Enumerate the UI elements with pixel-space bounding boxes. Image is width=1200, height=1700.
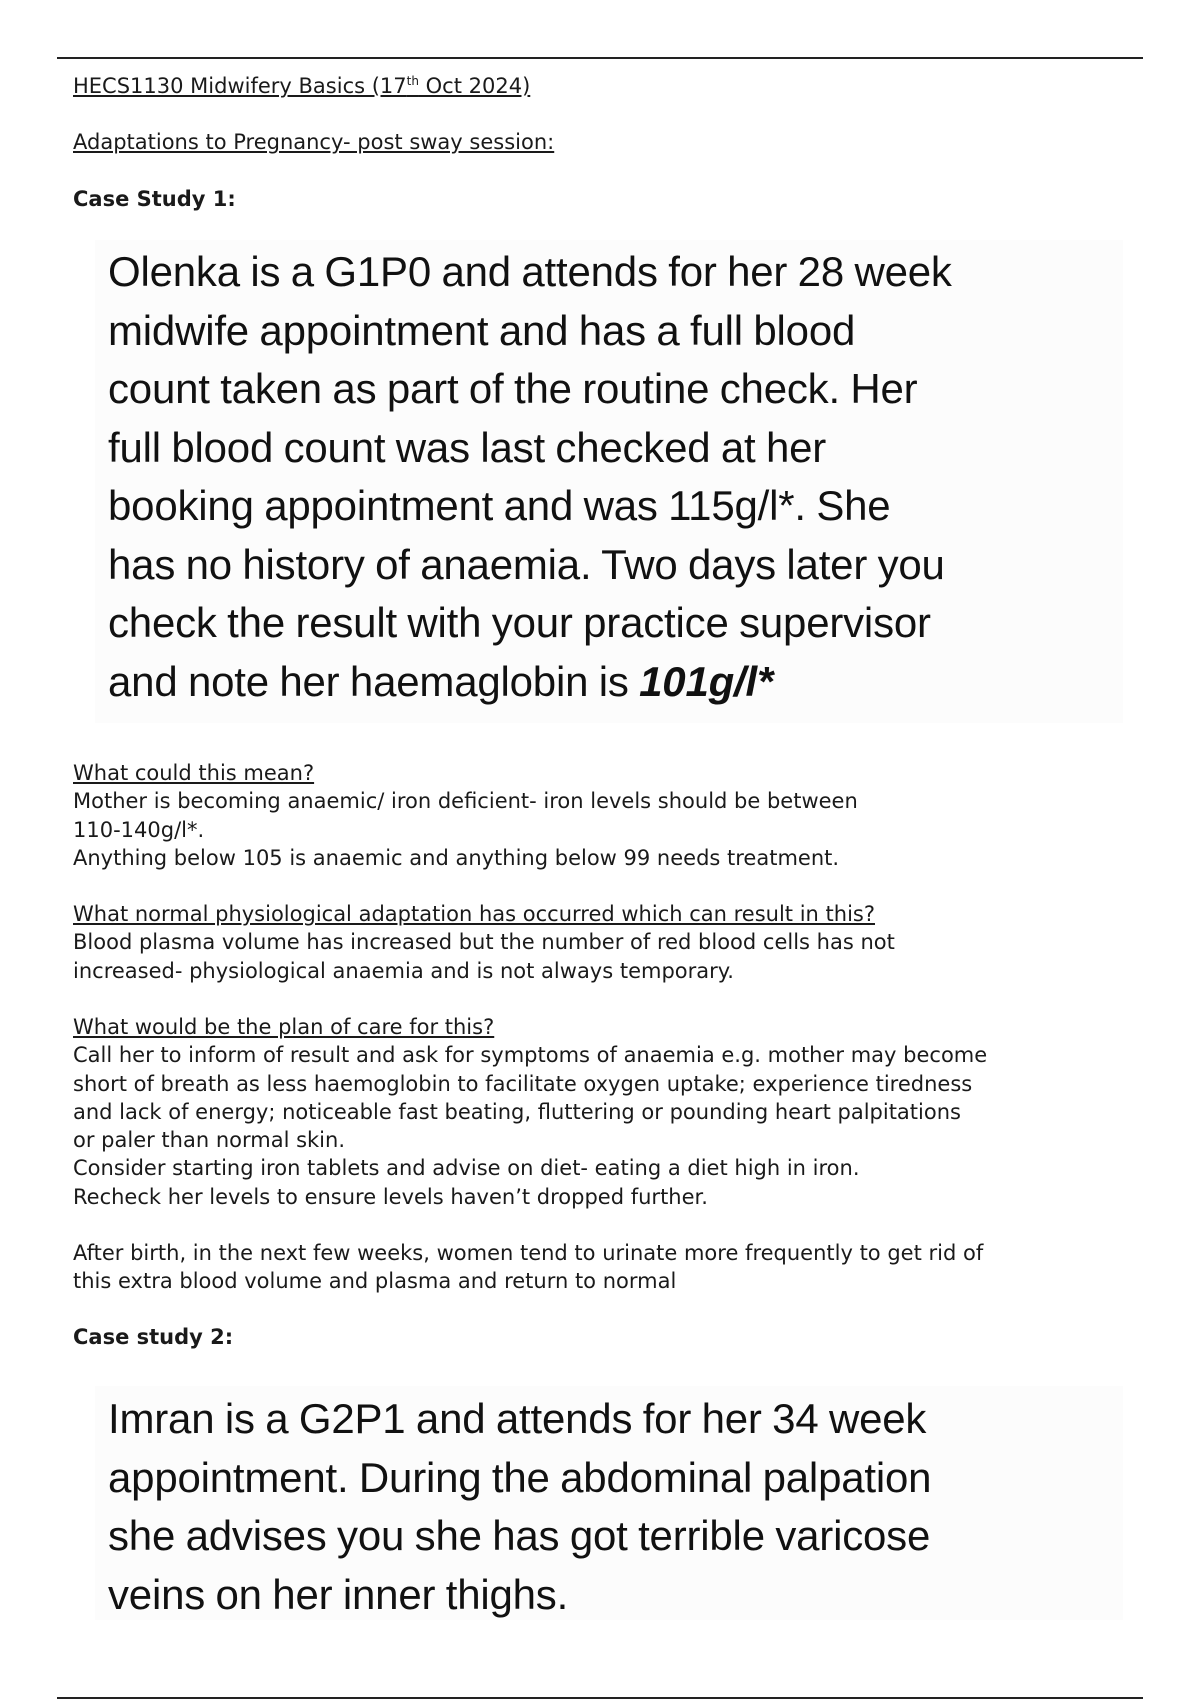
answer-line: Blood plasma volume has increased but the number of red blood cells has not — [73, 930, 895, 955]
case2-heading-text: Case study 2: — [73, 1325, 234, 1349]
session-subtitle-text: Adaptations to Pregnancy- post sway session: — [73, 130, 555, 154]
case1-scenario-line: midwife appointment and has a full blood — [108, 306, 856, 354]
case1-scenario — [95, 240, 1123, 723]
case2-heading — [73, 1323, 1143, 1351]
answer-line: Mother is becoming anaemic/ iron deficient- iron levels should be between — [73, 789, 858, 814]
after-birth-note — [73, 1239, 1143, 1296]
case1-heading-text: Case Study 1: — [73, 187, 236, 211]
case1-scenario-line: check the result with your practice supervisor — [108, 599, 931, 646]
case2-scenario-line: appointment. During the abdominal palpation — [108, 1453, 932, 1501]
question-what-could-this-mean: What could this mean? — [73, 761, 315, 785]
answer-line: increased- physiological anaemia and is not always temporary. — [73, 958, 734, 983]
course-title-sup: th — [406, 74, 419, 88]
answer-line: Recheck her levels to ensure levels haven’t dropped further. — [73, 1184, 708, 1209]
case1-scenario-line: booking appointment and was 115g/l*. She — [108, 482, 891, 529]
answer-line: Anything below 105 is anaemic and anything below 99 needs treatment. — [73, 845, 840, 870]
case1-q1-block — [73, 759, 1143, 872]
case1-scenario-line: count taken as part of the routine check. Her — [108, 365, 918, 412]
answer-line: Call her to inform of result and ask for symptoms of anaemia e.g. mother may become — [73, 1043, 988, 1068]
session-subtitle — [73, 128, 1143, 156]
case2-scenario-line: veins on her inner thighs. — [108, 1570, 569, 1618]
answer-line: short of breath as less haemoglobin to facilitate oxygen uptake; experience tiredness — [73, 1071, 973, 1096]
question-plan-of-care: What would be the plan of care for this? — [73, 1015, 495, 1039]
case1-q2-block — [73, 900, 1143, 985]
answer-line: or paler than normal skin. — [73, 1128, 345, 1153]
case2-scenario — [95, 1386, 1123, 1620]
case2-scenario-line: she advises you she has got terrible varicose — [108, 1512, 931, 1559]
course-title-end: Oct 2024) — [418, 74, 531, 98]
case1-scenario-last-line — [108, 653, 1123, 712]
haemoglobin-value: 101g/l* — [639, 657, 774, 705]
course-title-text: HECS1130 Midwifery Basics (17 — [73, 74, 407, 98]
case1-scenario-line: has no history of anaemia. Two days later you — [108, 540, 945, 588]
answer-line: 110-140g/l*. — [73, 817, 205, 842]
top-rule — [57, 57, 1143, 59]
case1-q3-block — [73, 1013, 1143, 1211]
case1-scenario-line: full blood count was last checked at her — [108, 423, 827, 471]
answer-line: Consider starting iron tablets and advise on diet- eating a diet high in iron. — [73, 1156, 860, 1181]
after-birth-line: this extra blood volume and plasma and return to normal — [73, 1269, 677, 1294]
bottom-rule — [57, 1697, 1143, 1699]
after-birth-line: After birth, in the next few weeks, women tend to urinate more frequently to get rid of — [73, 1241, 984, 1265]
question-physiological-adaptation: What normal physiological adaptation has occurred which can result in this? — [73, 902, 875, 926]
case1-scenario-line: Olenka is a G1P0 and attends for her 28 week — [108, 248, 952, 295]
course-title — [73, 72, 1143, 100]
answer-line: and lack of energy; noticeable fast beating, fluttering or pounding heart palpitations — [73, 1099, 961, 1124]
case2-scenario-line: Imran is a G2P1 and attends for her 34 week — [108, 1395, 927, 1442]
case1-scenario-last-prefix: and note her haemaglobin is — [108, 657, 640, 705]
case1-heading — [73, 185, 1143, 213]
